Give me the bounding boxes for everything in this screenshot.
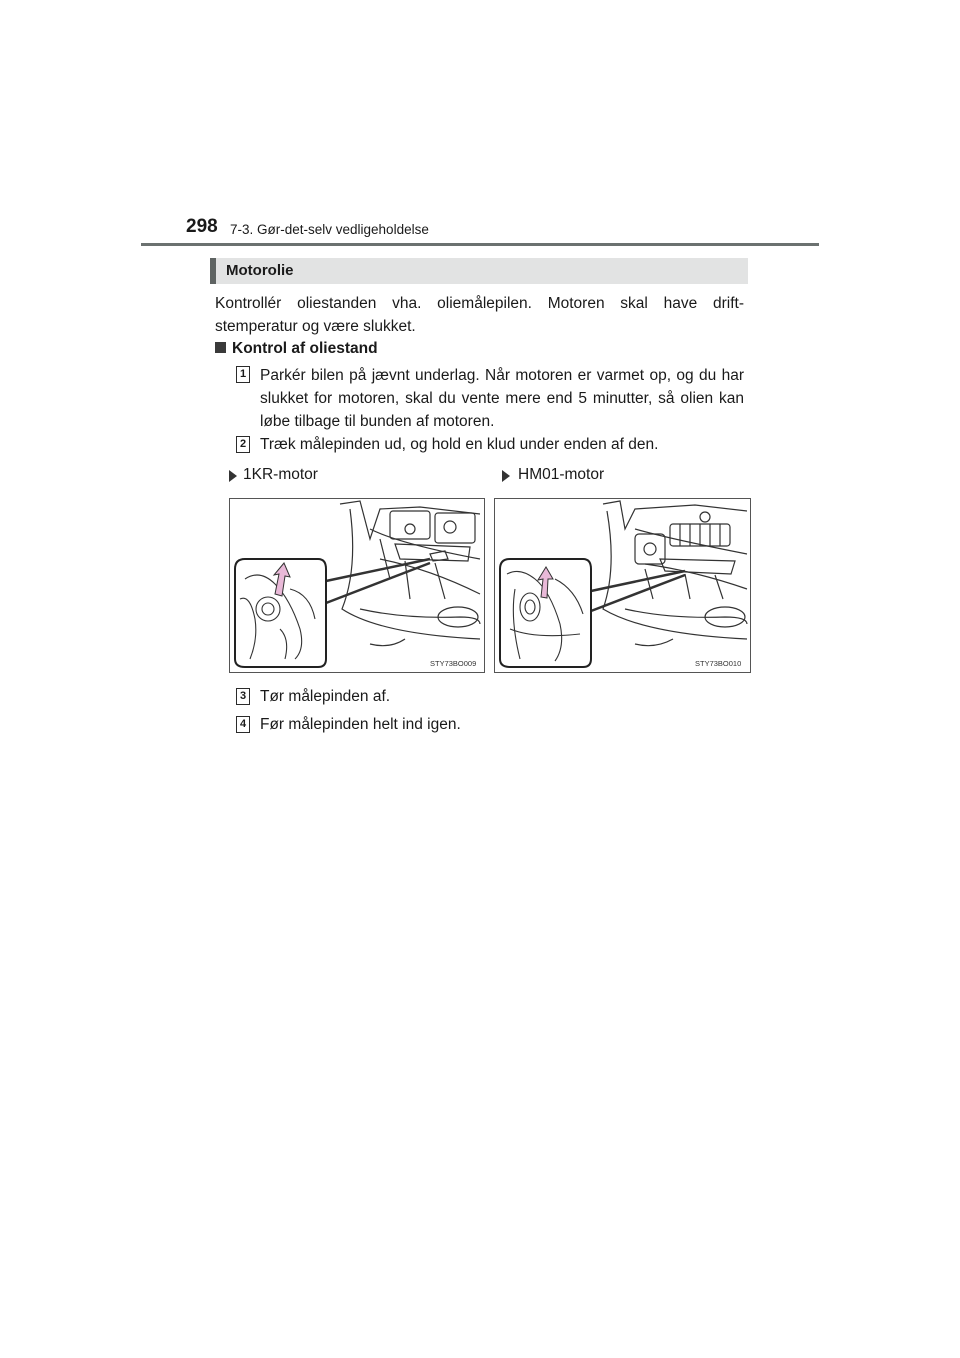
subsection-title: Kontrol af oliestand	[232, 340, 378, 357]
figure-label-1: 1KR-motor	[243, 466, 318, 483]
header-rule	[141, 243, 819, 246]
step-number-3: 3	[236, 688, 250, 705]
engine-figure-1kr	[229, 498, 485, 673]
triangle-bullet-icon	[229, 470, 237, 482]
step-text-1: Parkér bilen på jævnt underlag. Når motoren er varmet op, og du har slukket for motoren, skal du vente mere end 5 minutter, så olien kan løbe tilbage til bunden af motoren.	[260, 367, 744, 430]
step-text-2: Træk målepinden ud, og hold en klud under enden af den.	[260, 436, 659, 453]
engine-bay-illustration	[495, 499, 750, 672]
section-header	[210, 258, 748, 284]
square-bullet-icon	[215, 342, 226, 353]
step-text-3: Tør målepinden af.	[260, 688, 391, 705]
intro-paragraph: Kontrollér oliestanden vha. oliemålepilen. Motoren skal have drift-stemperatur og være slukket.	[215, 295, 744, 335]
engine-figure-hm01	[494, 498, 751, 673]
step-text-4: Før målepinden helt ind igen.	[260, 716, 461, 733]
figure-code-2: STY73BO010	[695, 659, 742, 668]
figure-code-1: STY73BO009	[430, 659, 477, 668]
step-number-1: 1	[236, 366, 250, 383]
inset-closeup	[235, 559, 326, 667]
section-accent	[210, 258, 216, 284]
page-number: 298	[186, 216, 218, 237]
engine-bay-illustration	[230, 499, 484, 672]
step-number-2: 2	[236, 436, 250, 453]
subsection-heading	[215, 340, 378, 358]
triangle-bullet-icon	[502, 470, 510, 482]
inset-closeup	[500, 559, 591, 667]
chapter-title: 7-3. Gør-det-selv vedligeholdelse	[230, 222, 429, 237]
figure-label-2: HM01-motor	[518, 466, 605, 483]
step-number-4: 4	[236, 716, 250, 733]
section-title: Motorolie	[226, 262, 294, 279]
